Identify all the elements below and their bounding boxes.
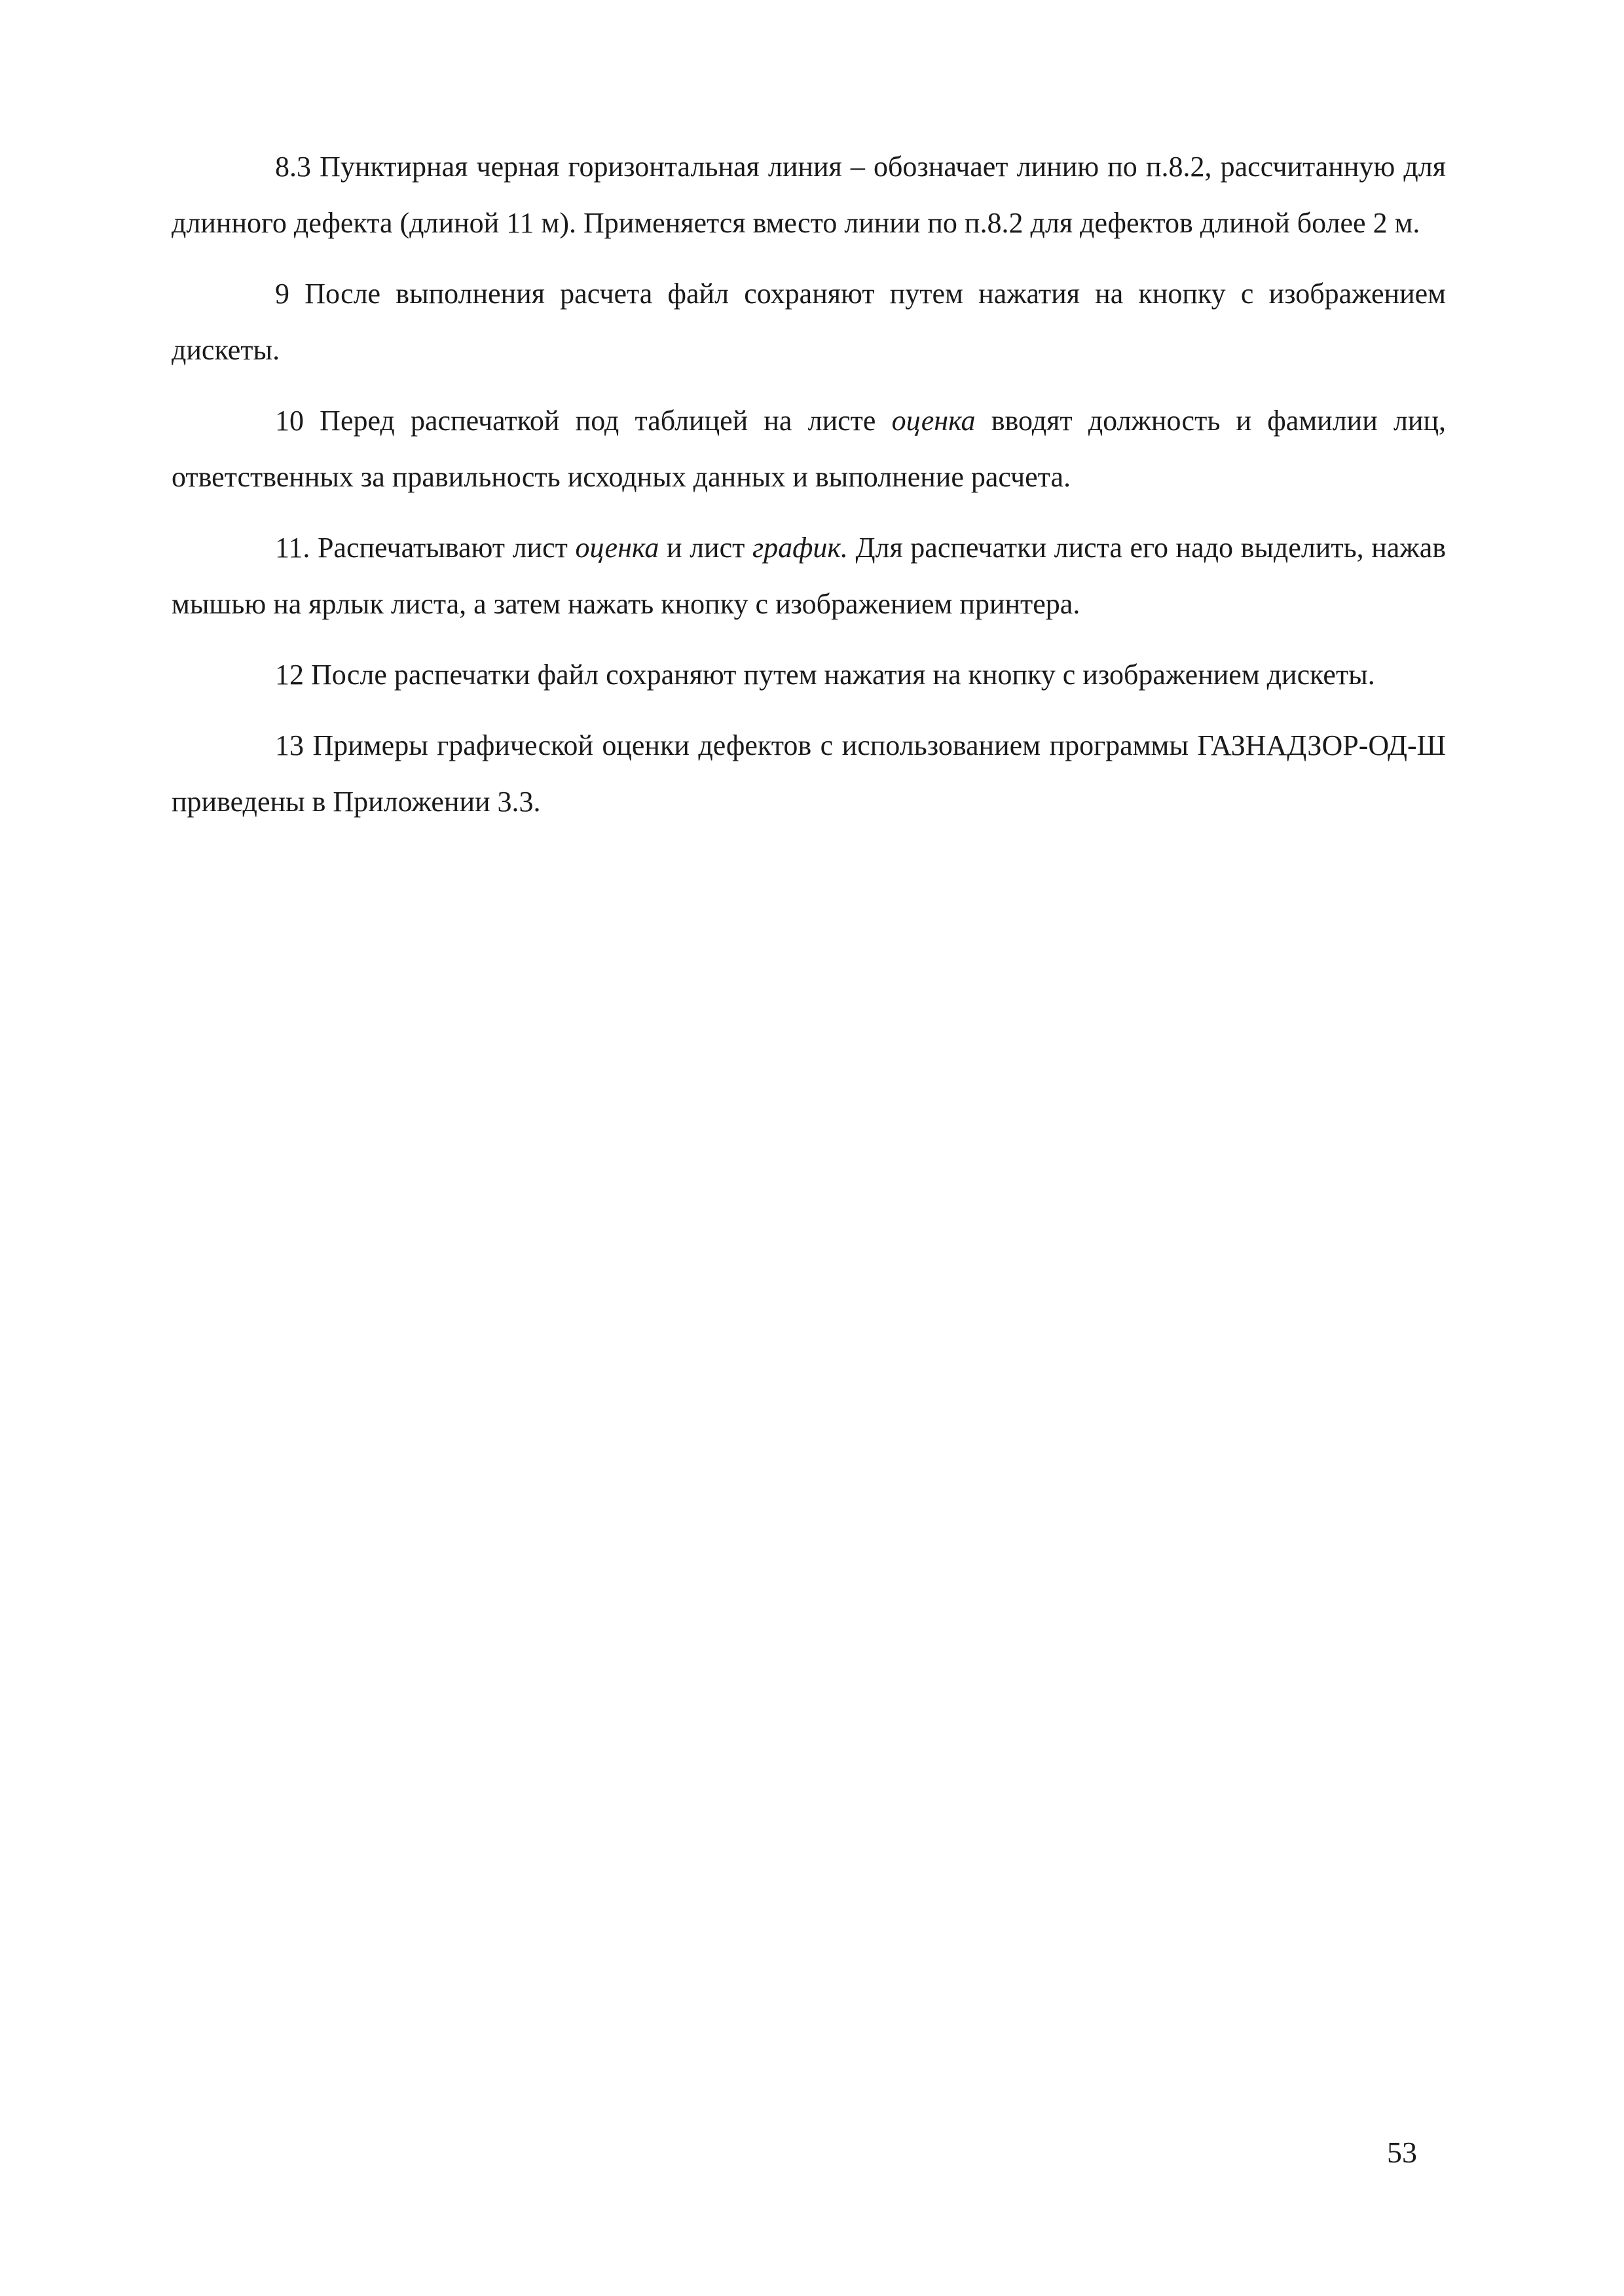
sheet-name-ocenka: оценка: [575, 532, 659, 564]
sheet-name-ocenka: оценка: [891, 405, 976, 437]
paragraph-text: и лист: [659, 532, 752, 564]
paragraph-text: вводят должность и фамилии лиц, ответственных за правильность исходных данных и выполнение расчета.: [172, 405, 1446, 493]
paragraph-text: 11. Распечатывают лист: [275, 532, 576, 564]
paragraph-text: 10 Перед распечаткой под таблицей на листе: [275, 405, 892, 437]
page-number: 53: [1387, 2136, 1417, 2169]
paragraph-13: [172, 718, 1446, 830]
paragraph-10: [172, 393, 1446, 505]
paragraph-9: [172, 266, 1446, 378]
paragraph-text: Для распечатки листа его надо выделить, нажав мышью на ярлык листа, а затем нажать кнопку с изображением принтера.: [172, 532, 1447, 620]
sheet-name-grafik: график.: [752, 532, 848, 564]
paragraph-text: 8.3 Пунктирная черная горизонтальная линия – обозначает линию по п.8.2, рассчитанную для длинного дефекта (длиной 11 м). Применяется вместо линии по п.8.2 для дефектов длиной более 2 м.: [172, 151, 1446, 239]
paragraph-8-3: [172, 139, 1446, 251]
paragraph-12: [172, 647, 1446, 703]
paragraph-text: 12 После распечатки файл сохраняют путем нажатия на кнопку с изображением дискеты.: [275, 659, 1375, 691]
paragraph-text: 9 После выполнения расчета файл сохраняют путем нажатия на кнопку с изображением дискеты.: [172, 278, 1446, 366]
document-body: [172, 139, 1446, 845]
paragraph-11: [172, 520, 1446, 632]
paragraph-text: 13 Примеры графической оценки дефектов с использованием программы ГАЗНАДЗОР-ОД-Ш приведены в Приложении 3.3.: [172, 729, 1446, 818]
